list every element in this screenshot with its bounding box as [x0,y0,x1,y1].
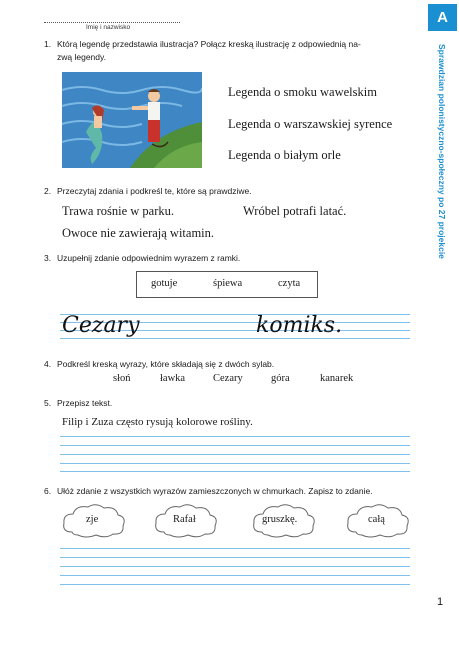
question-number: 4. [44,359,52,369]
question-4 [44,358,414,372]
question-6 [44,485,424,499]
cloud-word-4: całą [368,514,385,525]
sidebar-strip [428,36,457,606]
writing-line[interactable] [60,548,410,549]
model-sentence: Filip i Zuza często rysują kolorowe rośliny. [62,416,253,428]
cloud-word-3: gruszkę. [262,514,298,525]
writing-line[interactable] [60,454,410,455]
word-5: kanarek [320,373,354,384]
mermaid-illustration [62,72,202,168]
question-number: 5. [44,398,52,408]
sentence-1: Trawa rośnie w parku. [62,204,175,218]
sidebar-title: Sprawdzian polonistyczno-społeczny po 27 projekcie [437,44,447,259]
question-number: 1. [44,39,52,49]
question-text: Ułóż zdanie z wszystkich wyrazów zamieszczonych w chmurkach. Zapisz to zdanie. [57,486,373,496]
writing-line[interactable] [60,566,410,567]
writing-line[interactable] [60,575,410,576]
question-1 [44,38,414,68]
page-number: 1 [437,596,444,608]
legend-option-1: Legenda o smoku wawelskim [228,85,377,99]
word-3: Cezary [213,373,243,384]
cloud-word-2: Rafał [173,514,196,525]
question-text: Przeczytaj zdania i podkreśl te, które są prawdziwe. [57,186,252,196]
box-word-1: gotuje [151,278,178,289]
question-text: Podkreśl kreską wyrazy, które składają się z dwóch sylab. [57,359,275,369]
box-word-3: czyta [278,278,301,289]
question-text-line2: zwą legendy. [57,52,106,62]
question-text: Przepisz tekst. [57,398,113,408]
writing-line[interactable] [60,557,410,558]
legend-option-2: Legenda o warszawskiej syrence [228,117,393,131]
box-word-2: śpiewa [213,278,243,289]
question-number: 6. [44,486,52,496]
question-text: Uzupełnij zdanie odpowiednim wyrazem z ramki. [57,253,241,263]
cloud-word-1: zje [86,514,99,525]
sentence-2: Wróbel potrafi latać. [243,204,347,218]
question-2 [44,185,414,199]
section-badge: A [428,4,457,31]
handwritten-word-1: Cezary [62,313,140,338]
handwritten-word-2: komiks. [256,313,343,338]
question-5 [44,397,414,411]
writing-line[interactable] [60,471,410,472]
question-number: 3. [44,253,52,263]
writing-line[interactable] [60,445,410,446]
word-2: ławka [160,373,186,384]
writing-line[interactable] [60,463,410,464]
question-3 [44,252,414,266]
writing-line[interactable] [60,338,410,339]
word-1: słoń [113,373,131,384]
sentence-3: Owoce nie zawierają witamin. [62,226,215,240]
writing-line[interactable] [60,584,410,585]
name-line[interactable] [44,22,180,23]
word-4: góra [271,373,290,384]
question-text-line1: Którą legendę przedstawia ilustracja? Połącz kreską ilustrację z odpowiednią na- [57,39,361,49]
question-number: 2. [44,186,52,196]
writing-line[interactable] [60,436,410,437]
legend-option-3: Legenda o białym orle [228,148,341,162]
name-label: Imię i nazwisko [86,24,131,31]
